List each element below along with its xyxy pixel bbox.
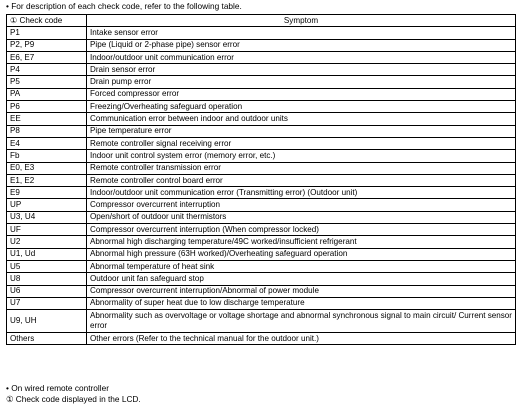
table-row [7,297,516,309]
table-row [7,113,516,125]
table-row [7,236,516,248]
check-code-cell: U6 [7,285,87,297]
symptom-cell: Indoor unit control system error (memory error, etc.) [87,150,516,162]
symptom-cell: Forced compressor error [87,88,516,100]
symptom-cell: Abnormal temperature of heat sink [87,260,516,272]
table-row [7,101,516,113]
footer-note-lcd: ① Check code displayed in the LCD. [6,394,141,404]
table-header-row [7,15,516,27]
table-row [7,51,516,63]
symptom-cell: Outdoor unit fan safeguard stop [87,273,516,285]
check-code-cell: E0, E3 [7,162,87,174]
symptom-cell: Remote controller transmission error [87,162,516,174]
symptom-cell: Indoor/outdoor unit communication error (Transmitting error) (Outdoor unit) [87,187,516,199]
check-code-cell: E1, E2 [7,174,87,186]
symptom-cell: Intake sensor error [87,27,516,39]
check-code-cell: P4 [7,64,87,76]
symptom-cell: Communication error between indoor and outdoor units [87,113,516,125]
check-code-cell: P6 [7,101,87,113]
check-code-cell: UP [7,199,87,211]
check-code-header: ① Check code [7,15,87,27]
check-code-cell: U9, UH [7,310,87,333]
symptom-cell: Pipe (Liquid or 2-phase pipe) sensor error [87,39,516,51]
table-row [7,224,516,236]
table-row [7,333,516,345]
check-code-cell: P1 [7,27,87,39]
check-code-cell: U2 [7,236,87,248]
intro-note: • For description of each check code, refer to the following table. [6,1,242,11]
check-code-cell: EE [7,113,87,125]
table-row [7,64,516,76]
table-row [7,162,516,174]
symptom-cell: Compressor overcurrent interruption/Abnormal of power module [87,285,516,297]
check-code-cell: Others [7,333,87,345]
symptom-cell: Indoor/outdoor unit communication error [87,51,516,63]
table-row [7,88,516,100]
check-code-cell: U7 [7,297,87,309]
table-row [7,199,516,211]
table-row [7,310,516,333]
table-row [7,137,516,149]
check-code-cell: E6, E7 [7,51,87,63]
symptom-cell: Compressor overcurrent interruption (When compressor locked) [87,224,516,236]
symptom-cell: Other errors (Refer to the technical manual for the outdoor unit.) [87,333,516,345]
table-row [7,285,516,297]
table-row [7,39,516,51]
symptom-cell: Abnormality such as overvoltage or voltage shortage and abnormal synchronous signal to main circuit/ Current sensor error [87,310,516,333]
symptom-cell: Remote controller control board error [87,174,516,186]
symptom-cell: Open/short of outdoor unit thermistors [87,211,516,223]
table-row [7,248,516,260]
check-code-cell: U8 [7,273,87,285]
symptom-cell: Abnormality of super heat due to low discharge temperature [87,297,516,309]
table-row [7,150,516,162]
table-row [7,260,516,272]
symptom-cell: Compressor overcurrent interruption [87,199,516,211]
table-row [7,27,516,39]
check-code-cell: PA [7,88,87,100]
check-code-cell: U3, U4 [7,211,87,223]
check-code-cell: P5 [7,76,87,88]
table-row [7,211,516,223]
table-row [7,76,516,88]
check-code-cell: E9 [7,187,87,199]
symptom-cell: Abnormal high pressure (63H worked)/Overheating safeguard operation [87,248,516,260]
symptom-cell: Freezing/Overheating safeguard operation [87,101,516,113]
check-code-cell: P8 [7,125,87,137]
table-row [7,273,516,285]
check-code-cell: E4 [7,137,87,149]
symptom-cell: Pipe temperature error [87,125,516,137]
check-code-cell: P2, P9 [7,39,87,51]
check-code-table [6,14,516,345]
symptom-cell: Drain sensor error [87,64,516,76]
table-body [7,27,516,345]
footer-note-remote: • On wired remote controller [6,383,109,393]
symptom-header: Symptom [87,15,516,27]
table-row [7,187,516,199]
check-code-cell: UF [7,224,87,236]
table-row [7,174,516,186]
symptom-cell: Remote controller signal receiving error [87,137,516,149]
check-code-cell: U1, Ud [7,248,87,260]
symptom-cell: Abnormal high discharging temperature/49C worked/insufficient refrigerant [87,236,516,248]
symptom-cell: Drain pump error [87,76,516,88]
check-code-cell: Fb [7,150,87,162]
table-row [7,125,516,137]
check-code-cell: U5 [7,260,87,272]
